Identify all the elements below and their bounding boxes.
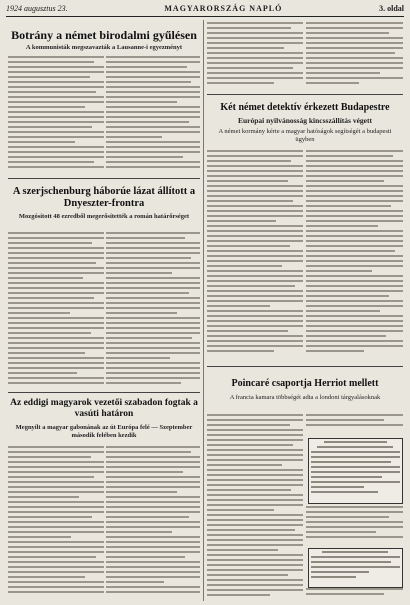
subhead-article-4: Európai nyilvánosság kincsszállítás végett <box>238 116 372 125</box>
continuation-column-1 <box>207 22 303 88</box>
article-4-column-1 <box>207 150 303 360</box>
article-4-column-2 <box>306 150 403 360</box>
article-separator <box>8 392 200 393</box>
newspaper-title: MAGYARORSZÁG NAPLÓ <box>164 4 283 13</box>
article-1-column-2 <box>106 56 200 174</box>
article-5-column-2 <box>306 414 403 434</box>
article-3-column-1 <box>8 446 104 598</box>
article-2-column-2 <box>106 232 200 387</box>
masthead <box>6 2 404 17</box>
article-5-footer-text <box>306 588 403 600</box>
subhead-article-5: A francia kamara többségét adta a londoni tárgyalásoknak <box>229 394 381 401</box>
page-number: 3. oldal <box>379 4 404 13</box>
article-separator <box>207 366 403 367</box>
subhead-article-1: A kommunisták megszavazták a Lausanne-i egyezményt <box>25 44 183 51</box>
article-1-column-1 <box>8 56 104 174</box>
article-3-column-2 <box>106 446 200 598</box>
subhead-article-2: Mozgósított 48 ezredből megerősítették a román határőrséget <box>18 213 190 220</box>
headline-article-3: Az eddigi magyarok vezetői szabadon fogtak a vasúti határon <box>10 398 198 419</box>
headline-article-4: Két német detektív érkezett Budapestre <box>220 102 390 113</box>
article-separator <box>8 178 200 179</box>
subhead-article-4-secondary: A német kormány kérte a magyar hatóságok segítségét a budapesti ügyben <box>218 128 392 143</box>
boxed-notice-2 <box>308 548 403 588</box>
boxed-notice-1 <box>308 438 403 504</box>
column-divider <box>203 20 204 601</box>
article-2-column-1 <box>8 232 104 387</box>
article-5-column-1 <box>207 414 303 600</box>
article-5-column-2-continued <box>306 506 403 542</box>
headline-article-2: A szerjschenburg háborúe lázat állított a Dnyeszter-frontra <box>12 186 196 209</box>
article-separator <box>207 94 403 95</box>
headline-article-5: Poincaré csaportja Herriot mellett <box>231 378 379 389</box>
subhead-article-3: Megnyílt a magyar gabonának az út Európa felé — Szeptember második felében kezdik <box>15 424 193 439</box>
continuation-column-2 <box>306 22 403 88</box>
headline-article-1: Botrány a német birodalmi gyűlésen <box>11 28 197 42</box>
issue-date: 1924 augusztus 23. <box>6 4 68 13</box>
